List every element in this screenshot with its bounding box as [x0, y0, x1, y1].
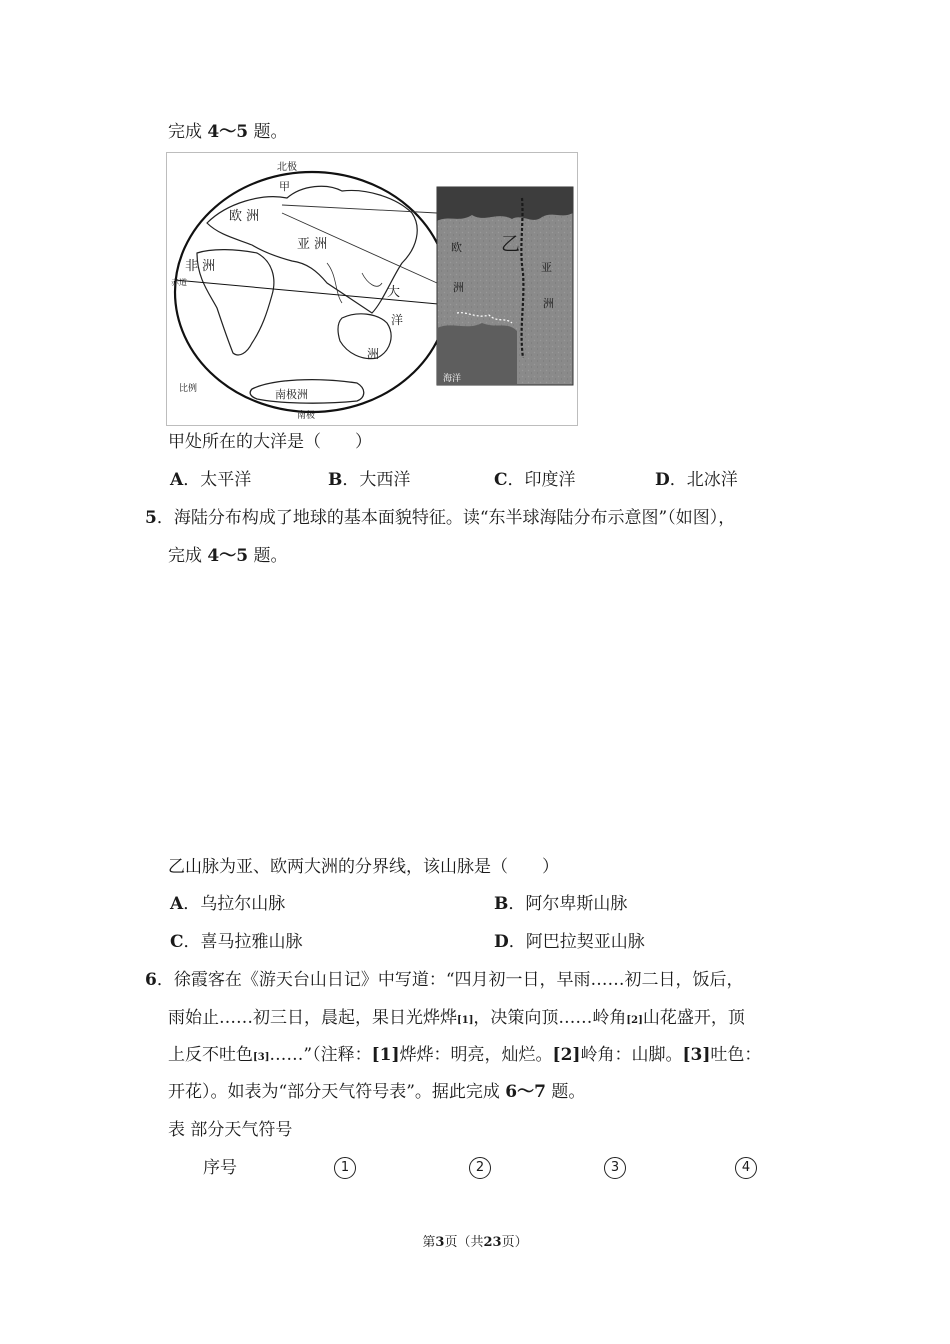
q5-option-c[interactable]: C．喜马拉雅山脉 [170, 932, 303, 952]
table-header-seq: 序号 [203, 1158, 237, 1178]
q5-line2: 完成 4～5 题。 [168, 546, 288, 566]
scale-label: 比例 [179, 384, 198, 394]
circled-number-4: 4 [735, 1157, 757, 1179]
page-footer: 第3页（共23页） [422, 1235, 528, 1250]
q4-intro: 完成 4～5 题。 [168, 122, 288, 142]
q4-option-c[interactable]: C．印度洋 [494, 470, 576, 490]
q6-line4: 开花）。如表为“部分天气符号表”。据此完成 6～7 题。 [168, 1082, 586, 1102]
q4-option-d[interactable]: D．北冰洋 [655, 470, 738, 490]
q5-stem: 乙山脉为亚、欧两大洲的分界线，该山脉是（ ） [168, 857, 559, 877]
q6-line1: 6．徐霞客在《游天台山日记》中写道：“四月初一日，早雨……初二日，饭后， [145, 970, 744, 990]
yang-label: 洋 [391, 313, 404, 327]
q4-option-b[interactable]: B．大西洋 [328, 470, 411, 490]
south-pole-label: 南极 [297, 411, 316, 421]
equator-label: 赤道 [171, 278, 187, 287]
europe-label: 欧 洲 [229, 209, 260, 224]
weather-table-title: 表 部分天气符号 [168, 1120, 293, 1140]
q5-option-b[interactable]: B．阿尔卑斯山脉 [494, 894, 628, 914]
inset-ya-label: 亚 [541, 261, 552, 274]
antarctica-label: 南极洲 [275, 388, 308, 401]
circled-number-3: 3 [604, 1157, 626, 1179]
inset-zhou1-label: 洲 [453, 281, 464, 294]
inset-zhou2-label: 洲 [543, 297, 554, 310]
q6-line2: 雨始止……初三日，晨起，果日光烨烨[1]，决策向顶……岭角[2]山花盛开，顶 [168, 1008, 745, 1028]
q5-option-a[interactable]: A．乌拉尔山脉 [170, 894, 286, 914]
jia-label: 甲 [279, 180, 290, 193]
q5-line1: 5．海陆分布构成了地球的基本面貌特征。读“东半球海陆分布示意图”（如图）， [145, 508, 736, 528]
q6-line3: 上反不吐色[3]……”（注释：[1]烨烨：明亮，灿烂。[2]岭角：山脚。[3]吐色： [168, 1045, 762, 1065]
yi-label: 乙 [501, 233, 521, 255]
q5-option-d[interactable]: D．阿巴拉契亚山脉 [494, 932, 645, 952]
hemisphere-map-figure [166, 152, 578, 426]
inset-ou-label: 欧 [451, 241, 462, 254]
africa-label: 非 洲 [185, 259, 216, 274]
q4-stem: 甲处所在的大洋是（ ） [168, 432, 372, 452]
hemisphere-map [167, 153, 577, 425]
circled-number-1: 1 [334, 1157, 356, 1179]
oceania-zhou-label: 洲 [367, 347, 380, 361]
north-pole-label: 北极 [277, 162, 297, 173]
asia-label: 亚 洲 [297, 237, 328, 252]
da-label: 大 [387, 285, 401, 300]
q4-option-a[interactable]: A．太平洋 [170, 470, 252, 490]
inset-sea-label: 海洋 [443, 374, 462, 384]
circled-number-2: 2 [469, 1157, 491, 1179]
